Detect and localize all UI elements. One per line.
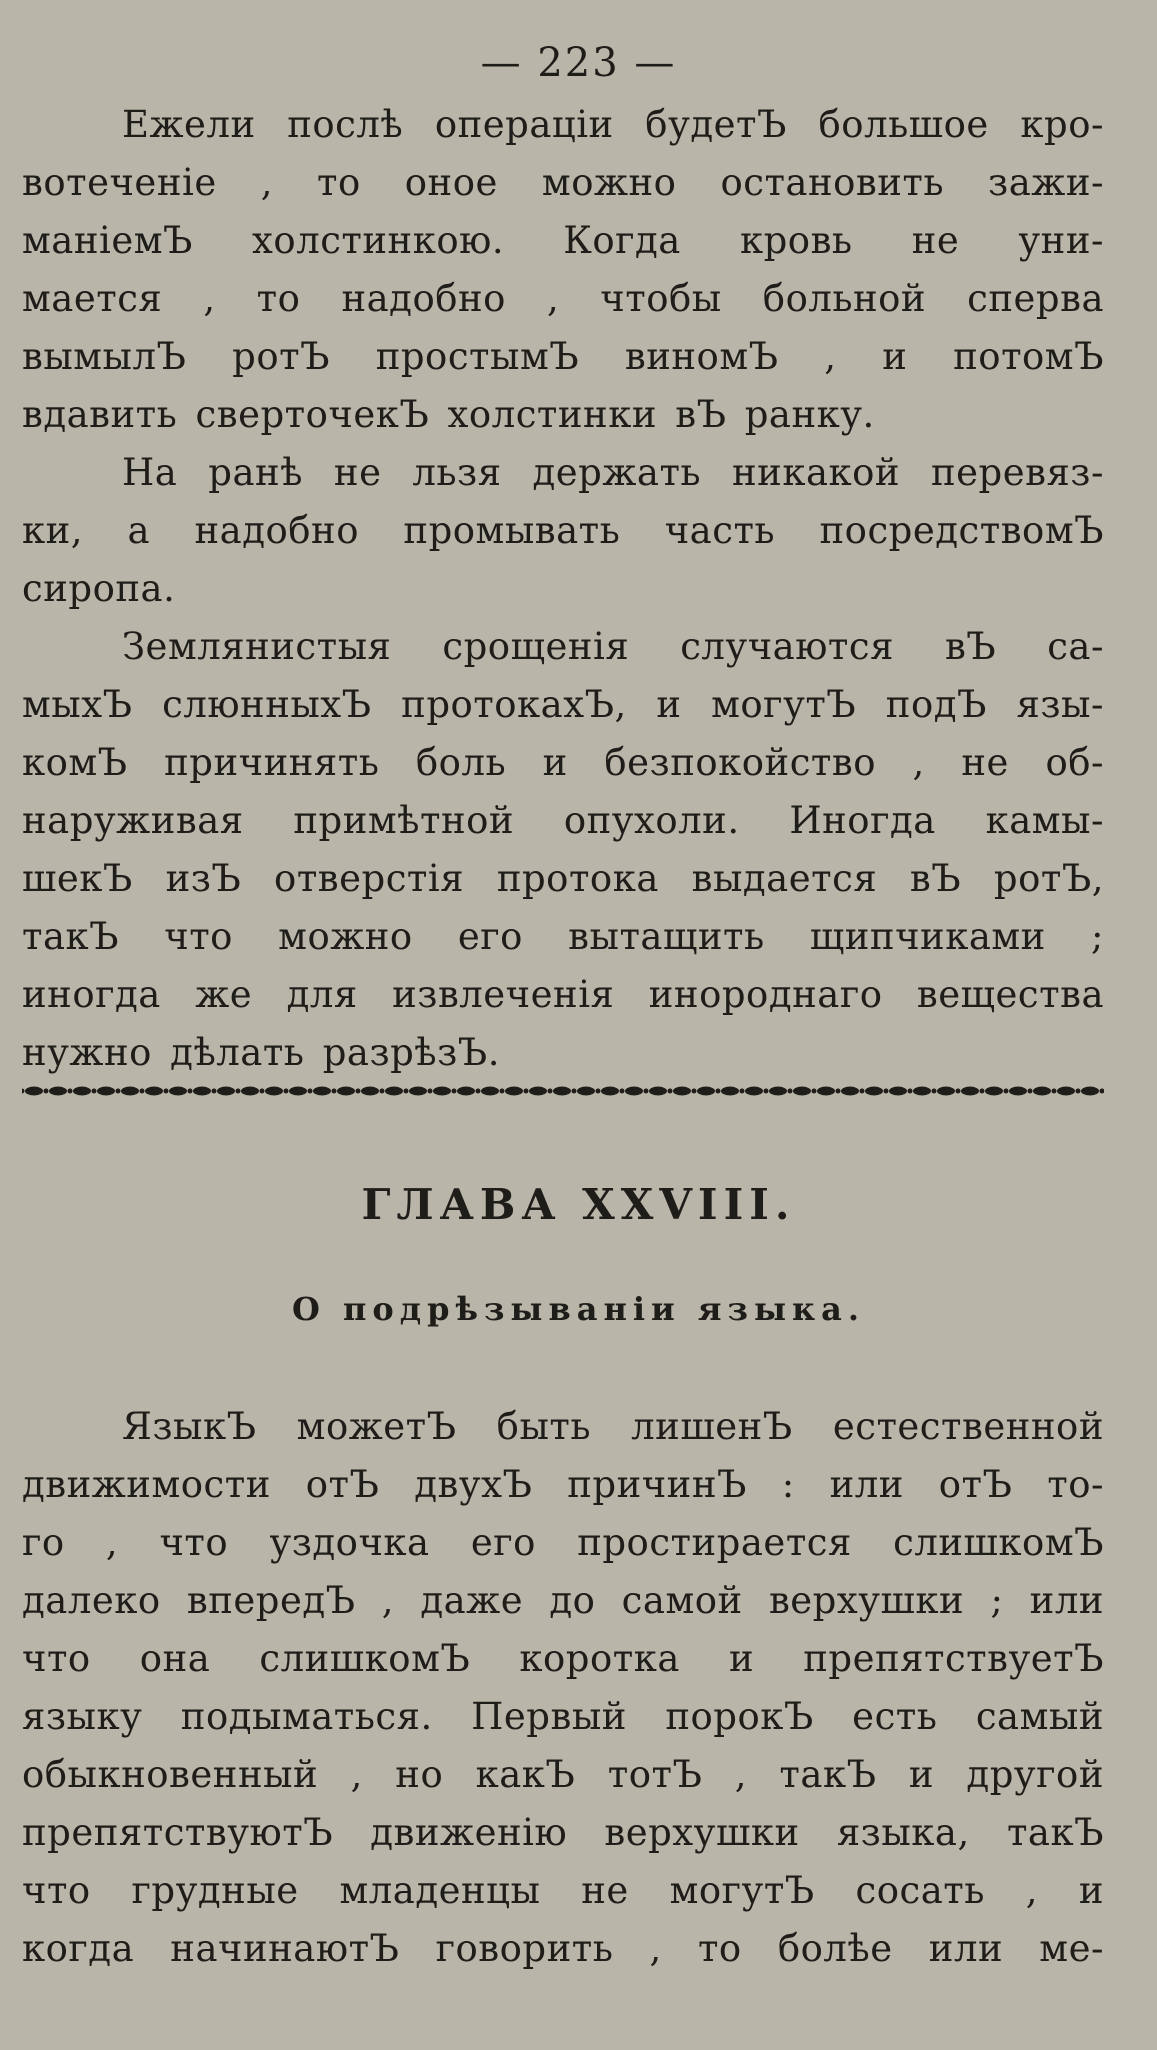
text-line: мается , то надобно , чтобы больной сперва <box>22 277 1104 320</box>
text-line: что грудные младенцы не могутЪ сосать , и <box>22 1869 1104 1912</box>
ornamental-divider <box>22 1078 1104 1104</box>
text-line: ЯзыкЪ можетЪ быть лишенЪ естественной <box>122 1405 1104 1448</box>
text-line: На ранѣ не льзя держать никакой перевяз- <box>122 451 1104 494</box>
text-line: далеко впередЪ , даже до самой верхушки ; или <box>22 1579 1104 1622</box>
text-line: мыхЪ слюнныхЪ протокахЪ, и могутЪ подЪ язы- <box>22 683 1104 726</box>
ornament-chain-icon <box>22 1078 1104 1104</box>
text-line: шекЪ изЪ отверстія протока выдается вЪ ротЪ, <box>22 857 1104 900</box>
text-line: когда начинаютЪ говорить , то болѣе или ме- <box>22 1927 1104 1970</box>
text-line: языку подыматься. Первый порокЪ есть самый <box>22 1695 1104 1738</box>
text-line: вотеченіе , то оное можно остановить зажи- <box>22 161 1104 204</box>
text-line: наруживая примѣтной опухоли. Иногда камы- <box>22 799 1104 842</box>
section-title: О подрѣзываніи языка. <box>291 1290 866 1328</box>
text-line: такЪ что можно его вытащить щипчиками ; <box>22 915 1104 958</box>
text-line: Землянистыя срощенія случаются вЪ са- <box>122 625 1104 668</box>
text-line: движимости отЪ двухЪ причинЪ : или отЪ то- <box>22 1463 1104 1506</box>
text-line: препятствуютЪ движенію верхушки языка, такЪ <box>22 1811 1104 1854</box>
text-line: комЪ причинять боль и безпокойство , не об- <box>22 741 1104 784</box>
text-line: вымылЪ ротЪ простымЪ виномЪ , и потомЪ <box>22 335 1104 378</box>
text-line: сиропа. <box>22 567 176 610</box>
text-line: обыкновенный , но какЪ тотЪ , такЪ и другой <box>22 1753 1104 1796</box>
text-line: вдавить свертoчекЪ холстинки вЪ ранку. <box>22 393 875 436</box>
text-line: маніемЪ холстинкою. Когда кровь не уни- <box>22 219 1104 262</box>
text-line: иногда же для извлеченія инороднаго вещества <box>22 973 1104 1016</box>
page-number: — 223 — <box>480 40 677 86</box>
text-line: Ежели послѣ операціи будетЪ большое кро- <box>122 103 1104 146</box>
text-line: го , что уздочка его простирается слишкомЪ <box>22 1521 1104 1564</box>
text-line: ки, а надобно промывать часть посредствомЪ <box>22 509 1104 552</box>
chapter-title: ГЛАВА XXVIII. <box>361 1180 796 1229</box>
text-line: что она слишкомЪ коротка и препятствуетЪ <box>22 1637 1104 1680</box>
text-line: нужно дѣлать разрѣзЪ. <box>22 1031 500 1074</box>
